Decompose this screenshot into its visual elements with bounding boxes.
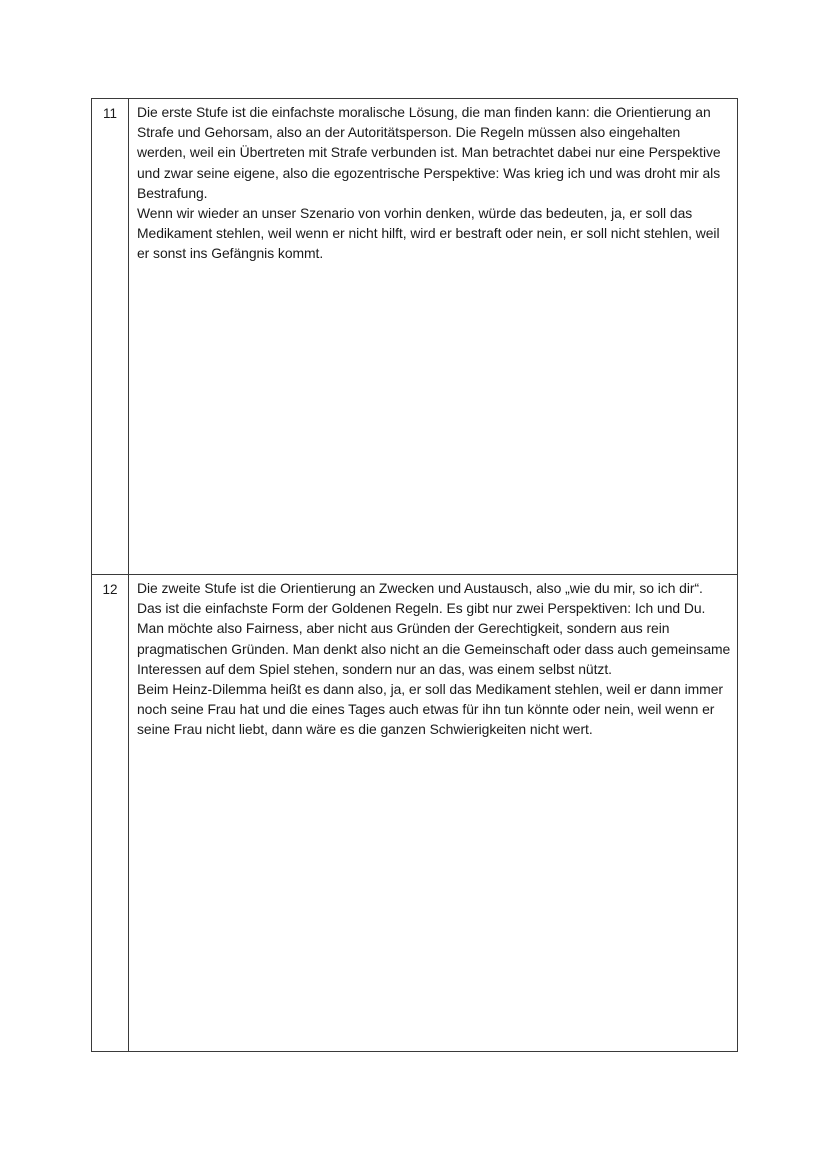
paragraph: Wenn wir wieder an unser Szenario von vorhin denken, würde das bedeuten, ja, er soll das Medikament stehlen, weil wenn er nicht hilft, wird er bestraft oder nein, er soll nicht stehlen, weil er sonst ins Gefängnis kommt.: [137, 205, 720, 262]
paragraph: Beim Heinz-Dilemma heißt es dann also, ja, er soll das Medikament stehlen, weil er dann immer noch seine Frau hat und die eines Tages auch etwas für ihn tun könnte oder nein, weil wenn er seine Frau nicht liebt, dann wäre es die ganzen Schwierigkeiten nicht wert.: [137, 681, 723, 738]
row-text: [129, 575, 738, 1052]
paragraph: Die erste Stufe ist die einfachste moralische Lösung, die man finden kann: die Orientierung an Strafe und Gehorsam, also an der Autoritätsperson. Die Regeln müssen also eingehalten werden, weil ein Übertreten mit Strafe verbunden ist. Man betrachtet dabei nur eine Perspektive und zwar seine eigene, also die egozentrische Perspektive: Was krieg ich und was droht mir als Bestrafung.: [137, 104, 721, 201]
row-text: [129, 99, 738, 575]
document-table: [91, 98, 738, 1052]
row-number: 12: [92, 575, 129, 1052]
paragraph: Die zweite Stufe ist die Orientierung an Zwecken und Austausch, also „wie du mir, so ich dir“. Das ist die einfachste Form der Goldenen Regeln. Es gibt nur zwei Perspektiven: Ich und Du. Man möchte also Fairness, aber nicht aus Gründen der Gerechtigkeit, sondern aus rein pragmatischen Gründen. Man denkt also nicht an die Gemeinschaft oder dass auch gemeinsame Interessen auf dem Spiel stehen, sondern nur an das, was einem selbst nützt.: [137, 580, 731, 677]
row-number: 11: [92, 99, 129, 575]
table-row: [92, 99, 738, 575]
table-row: [92, 575, 738, 1052]
